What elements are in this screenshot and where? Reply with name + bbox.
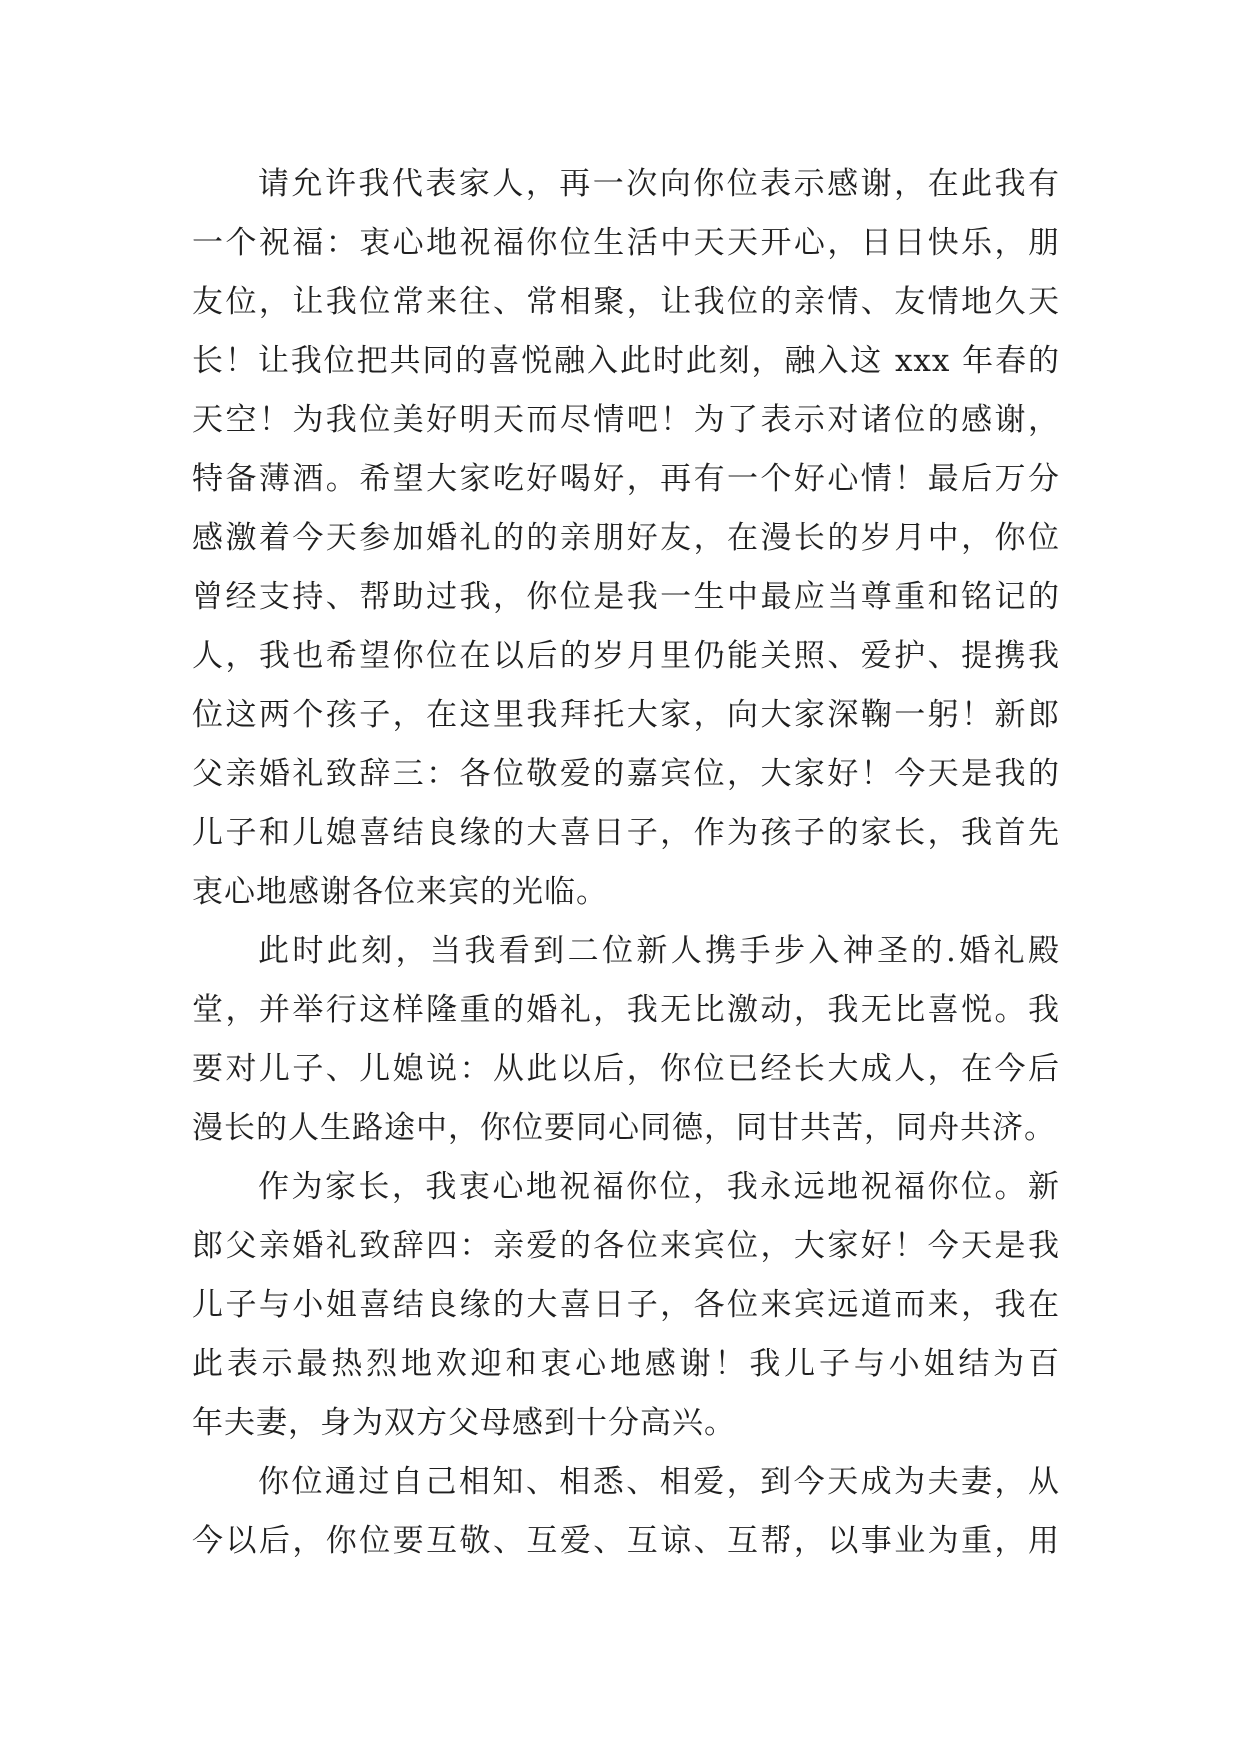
text-line: 你位通过自己相知、相悉、相爱，到今天成为夫妻，从 — [258, 1464, 1060, 1500]
text-line: 漫长的人生路途中，你位要同心同德，同甘共苦，同舟共济。 — [192, 1110, 1056, 1146]
text-line: 友位，让我位常来往、常相聚，让我位的亲情、友情地久天 — [192, 284, 1060, 320]
text-line: 天空！为我位美好明天而尽情吧！为了表示对诸位的感谢， — [192, 402, 1060, 438]
document-body — [192, 155, 1060, 1571]
text-line: 父亲婚礼致辞三：各位敬爱的嘉宾位，大家好！今天是我的 — [192, 756, 1060, 792]
text-line: 要对儿子、儿媳说：从此以后，你位已经长大成人，在今后 — [192, 1051, 1060, 1087]
text-line: 请允许我代表家人，再一次向你位表示感谢，在此我有 — [258, 166, 1060, 202]
text-line: 特备薄酒。希望大家吃好喝好，再有一个好心情！最后万分 — [192, 461, 1060, 497]
text-line: 今以后，你位要互敬、互爱、互谅、互帮，以事业为重，用 — [192, 1523, 1060, 1559]
text-line: 年夫妻，身为双方父母感到十分高兴。 — [192, 1405, 736, 1441]
text-line: 感激着今天参加婚礼的的亲朋好友，在漫长的岁月中，你位 — [192, 520, 1060, 556]
text-line: 长！让我位把共同的喜悦融入此时此刻，融入这 xxx 年春的 — [192, 343, 1060, 379]
text-line: 堂，并举行这样隆重的婚礼，我无比激动，我无比喜悦。我 — [192, 992, 1060, 1028]
text-line: 儿子与小姐喜结良缘的大喜日子，各位来宾远道而来，我在 — [192, 1287, 1060, 1323]
text-line: 人，我也希望你位在以后的岁月里仍能关照、爱护、提携我 — [192, 638, 1060, 674]
text-line: 曾经支持、帮助过我，你位是我一生中最应当尊重和铭记的 — [192, 579, 1060, 615]
text-line: 郎父亲婚礼致辞四：亲爱的各位来宾位，大家好！今天是我 — [192, 1228, 1060, 1264]
text-line: 一个祝福：衷心地祝福你位生活中天天开心，日日快乐，朋 — [192, 225, 1060, 261]
text-line: 衷心地感谢各位来宾的光临。 — [192, 874, 608, 910]
text-line: 作为家长，我衷心地祝福你位，我永远地祝福你位。新 — [258, 1169, 1060, 1205]
text-line: 位这两个孩子，在这里我拜托大家，向大家深鞠一躬！新郎 — [192, 697, 1060, 733]
text-line: 此表示最热烈地欢迎和衷心地感谢！我儿子与小姐结为百 — [192, 1346, 1060, 1382]
text-line: 此时此刻，当我看到二位新人携手步入神圣的.婚礼殿 — [258, 933, 1060, 969]
text-line: 儿子和儿媳喜结良缘的大喜日子，作为孩子的家长，我首先 — [192, 815, 1060, 851]
